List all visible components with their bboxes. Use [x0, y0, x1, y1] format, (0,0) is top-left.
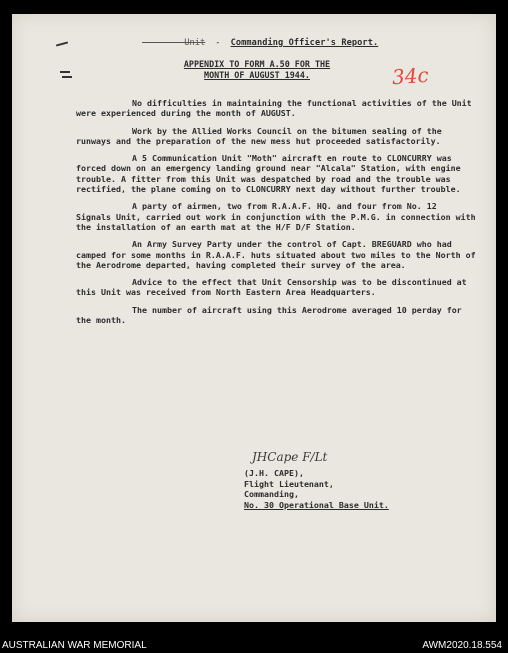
signature-block	[244, 468, 444, 510]
report-body	[76, 98, 476, 332]
appendix-title-line1: APPENDIX TO FORM A.50 FOR THE	[183, 59, 331, 69]
paragraph: An Army Survey Party under the control of Capt. BREGUARD who had camped for some months in R.A.A.F. huts situated about two miles to the North of the Aerodrome departed, having completed their survey of the area.	[76, 239, 476, 270]
report-title: Commanding Officer's Report.	[230, 38, 379, 48]
paragraph: No difficulties in maintaining the functional activities of the Unit were experienced during the month of AUGUST.	[76, 98, 472, 119]
appendix-title	[142, 59, 372, 81]
header-separator: -	[215, 38, 221, 48]
reference-number: AWM2020.18.554	[422, 640, 502, 651]
paragraph: Advice to the effect that Unit Censorship was to be discontinued at this Unit was received from North Eastern Area Headquarters.	[76, 277, 467, 298]
document-page	[12, 14, 496, 622]
signatory-role: Commanding,	[244, 489, 299, 499]
signatory-name: (J.H. CAPE),	[244, 468, 304, 478]
margin-mark	[60, 71, 70, 73]
struck-heading: Unit	[142, 38, 206, 48]
appendix-title-line2: MONTH OF AUGUST 1944.	[204, 70, 310, 80]
margin-mark	[62, 76, 72, 78]
handwritten-signature: JHCape F/Lt	[252, 450, 328, 464]
paragraph: Work by the Allied Works Council on the bitumen sealing of the runways and the preparation of the new mess hut proceeded satisfactorily.	[76, 125, 442, 146]
paragraph: The number of aircraft using this Aerodrome averaged 10 perday for the month.	[76, 304, 462, 326]
margin-mark	[56, 41, 68, 46]
handwritten-reference: 34c	[391, 62, 430, 90]
paragraph: A 5 Communication Unit "Moth" aircraft en route to CLONCURRY was forced down on an emergency landing ground near "Alcala" Station, with engine trouble. A fitter from this Unit was despatched by road and the trouble was rectified, the plane coming on to CLONCURRY next day without further trouble.	[76, 153, 461, 195]
institution-label: AUSTRALIAN WAR MEMORIAL	[2, 640, 147, 651]
report-header	[142, 38, 472, 48]
signatory-rank: Flight Lieutenant,	[244, 478, 334, 489]
signatory-unit: No. 30 Operational Base Unit.	[244, 499, 389, 510]
paragraph: A party of airmen, two from R.A.A.F. HQ. and four from No. 12 Signals Unit, carried out work in conjunction with the P.M.G. in connection with the installation of an earth mat at the H/F D/F Station.	[76, 201, 476, 232]
